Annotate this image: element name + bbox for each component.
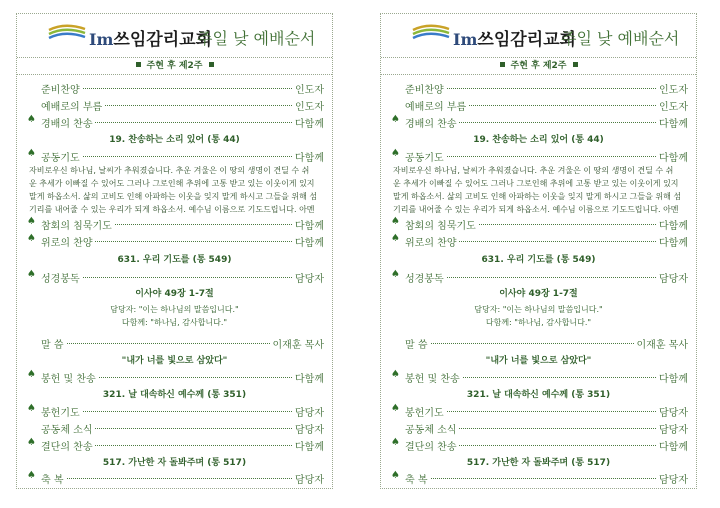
order-item-role: 다함께 (295, 149, 324, 164)
hymn-decision: 517. 가난한 자 돌봐주며 (통 517) (102, 458, 247, 468)
order-item-role: 다함께 (659, 438, 688, 453)
order-item-role: 인도자 (295, 81, 324, 96)
order-item-label: 결단의 찬송 (405, 438, 456, 453)
order-item (391, 217, 688, 231)
order-item-label: 말 씀 (405, 336, 428, 351)
square-bullet-icon (573, 62, 578, 67)
order-item-role: 다함께 (659, 115, 688, 130)
leader-dots (459, 122, 656, 123)
spade-icon: ♠ (27, 369, 36, 380)
leader-dots (431, 478, 656, 479)
sermon-title: "내가 너를 빛으로 삼았다" (485, 356, 592, 366)
leader-dots (447, 156, 656, 157)
order-item-label: 참회의 침묵기도 (405, 217, 476, 232)
spade-icon: ♠ (27, 403, 36, 414)
order-item-label: 말 씀 (41, 336, 64, 351)
order-item (27, 115, 324, 129)
bulletin-page-left (16, 13, 333, 489)
order-item (27, 336, 324, 350)
hymn-offering: 321. 날 대속하신 예수께 (통 351) (102, 390, 247, 400)
spade-icon: ♠ (391, 437, 400, 448)
order-item-label: 예배로의 부름 (41, 98, 102, 113)
prayer-line: 말게 하옵소서. 삶의 고비도 인해 아파하는 이웃을 잊지 말게 하시고 그들을 위해 섬 (29, 192, 318, 201)
leader-dots (83, 277, 292, 278)
order-item (391, 370, 688, 384)
spade-icon: ♠ (27, 437, 36, 448)
spade-icon: ♠ (27, 233, 36, 244)
order-item (27, 270, 324, 284)
square-bullet-icon (136, 62, 141, 67)
prayer-line: 자비로우신 하나님, 날씨가 추워졌습니다. 추운 겨울은 이 땅의 생명이 견딜 수 쉬 (29, 166, 310, 175)
service-title: 주일 낮 예배순서 (561, 29, 680, 48)
order-item-label: 봉헌기도 (41, 404, 80, 419)
scripture-reference: 이사야 49장 1-7절 (135, 289, 214, 299)
order-item-role: 담당자 (659, 421, 688, 436)
spade-icon: ♠ (27, 269, 36, 280)
order-item (391, 438, 688, 452)
order-item (27, 217, 324, 231)
service-title: 주일 낮 예배순서 (197, 29, 316, 48)
order-item-role: 담당자 (295, 270, 324, 285)
order-item-role: 다함께 (659, 370, 688, 385)
order-item-role: 다함께 (295, 234, 324, 249)
church-name-text: 쓰임감리교회 (113, 30, 212, 50)
scripture-reference: 이사야 49장 1-7절 (499, 289, 578, 299)
leader-dots (95, 241, 292, 242)
bulletin-header (17, 22, 332, 50)
scripture-leader-line: 담당자: "이는 하나님의 말씀입니다." (110, 305, 239, 314)
church-name (89, 25, 212, 50)
order-item-role: 담당자 (659, 270, 688, 285)
square-bullet-icon (209, 62, 214, 67)
order-item (391, 149, 688, 163)
order-item-label: 봉헌기도 (405, 404, 444, 419)
order-item-role: 다함께 (295, 438, 324, 453)
scripture-people-line: 다함께: "하나님, 감사합니다." (485, 318, 592, 327)
order-item-role: 담당자 (659, 404, 688, 419)
spade-icon: ♠ (27, 114, 36, 125)
square-bullet-icon (500, 62, 505, 67)
order-item (391, 421, 688, 435)
leader-dots (459, 445, 656, 446)
spade-icon: ♠ (391, 216, 400, 227)
leader-dots (83, 156, 292, 157)
church-name-text: 쓰임감리교회 (477, 30, 576, 50)
hymn-comfort: 631. 우리 기도를 (통 549) (481, 255, 596, 265)
spade-icon: ♠ (27, 216, 36, 227)
order-item (27, 98, 324, 112)
spade-icon: ♠ (391, 403, 400, 414)
order-item-label: 참회의 침묵기도 (41, 217, 112, 232)
common-prayer-text (393, 164, 686, 216)
leader-dots (431, 343, 634, 344)
order-item (27, 438, 324, 452)
sermon-title: "내가 너를 빛으로 삼았다" (121, 356, 228, 366)
week-label: 주현 후 제2주 (146, 61, 203, 71)
leader-dots (447, 88, 656, 89)
order-item (391, 270, 688, 284)
leader-dots (83, 88, 292, 89)
order-item-label: 공동기도 (405, 149, 444, 164)
order-item-label: 성경봉독 (405, 270, 444, 285)
bulletin-header (381, 22, 696, 50)
spade-icon: ♠ (391, 114, 400, 125)
common-prayer-text (29, 164, 322, 216)
order-item (27, 81, 324, 95)
order-item (391, 98, 688, 112)
order-item-role: 담당자 (295, 404, 324, 419)
leader-dots (447, 411, 656, 412)
order-item (27, 370, 324, 384)
order-item (391, 471, 688, 485)
week-banner (17, 57, 332, 75)
order-item (27, 234, 324, 248)
order-item-role: 담당자 (295, 421, 324, 436)
prayer-line: 말게 하옵소서. 삶의 고비도 인해 아파하는 이웃을 잊지 말게 하시고 그들을 위해 섬 (393, 192, 682, 201)
prayer-line: 기리를 내어줄 수 있는 우리가 되게 하옵소서. 예수님 이름으로 기도드립니다. 아멘 (29, 205, 315, 214)
order-item-label: 공동기도 (41, 149, 80, 164)
church-logo-swoosh-icon (411, 24, 451, 46)
order-item (27, 404, 324, 418)
leader-dots (463, 377, 656, 378)
order-item (391, 404, 688, 418)
order-item (391, 234, 688, 248)
order-item-label: 봉헌 및 찬송 (405, 370, 460, 385)
leader-dots (115, 224, 292, 225)
spade-icon: ♠ (391, 470, 400, 481)
order-item-label: 준비찬양 (41, 81, 80, 96)
leader-dots (459, 241, 656, 242)
order-item-label: 위로의 찬양 (405, 234, 456, 249)
spade-icon: ♠ (391, 148, 400, 159)
hymn-offering: 321. 날 대속하신 예수께 (통 351) (466, 390, 611, 400)
spade-icon: ♠ (27, 148, 36, 159)
leader-dots (479, 224, 656, 225)
spade-icon: ♠ (391, 233, 400, 244)
hymn-praise: 19. 찬송하는 소리 있어 (통 44) (473, 135, 604, 145)
order-item-role: 이재훈 목사 (637, 336, 688, 351)
order-item (27, 149, 324, 163)
order-item-label: 성경봉독 (41, 270, 80, 285)
prayer-line: 운 추세가 이빠질 수 있어도 그러나 그로인해 추위에 고통 받고 있는 이웃이게 있지 (29, 179, 315, 188)
leader-dots (95, 122, 292, 123)
order-item (391, 336, 688, 350)
order-item-role: 다함께 (295, 217, 324, 232)
order-item-role: 다함께 (659, 217, 688, 232)
order-item-label: 경배의 찬송 (41, 115, 92, 130)
hymn-decision: 517. 가난한 자 돌봐주며 (통 517) (466, 458, 611, 468)
order-item-role: 인도자 (295, 98, 324, 113)
church-logo-swoosh-icon (47, 24, 87, 46)
order-item-label: 경배의 찬송 (405, 115, 456, 130)
bulletin-page-right (380, 13, 697, 489)
order-item-role: 다함께 (659, 234, 688, 249)
scripture-leader-line: 담당자: "이는 하나님의 말씀입니다." (474, 305, 603, 314)
church-name-prefix: Im (453, 30, 478, 49)
prayer-line: 자비로우신 하나님, 날씨가 추워졌습니다. 추운 겨울은 이 땅의 생명이 견딜 수 쉬 (393, 166, 674, 175)
order-item-role: 다함께 (295, 370, 324, 385)
week-banner (381, 57, 696, 75)
order-item-label: 결단의 찬송 (41, 438, 92, 453)
leader-dots (67, 343, 270, 344)
leader-dots (83, 411, 292, 412)
order-item-label: 축 복 (405, 471, 428, 486)
spade-icon: ♠ (391, 269, 400, 280)
order-item-label: 준비찬양 (405, 81, 444, 96)
leader-dots (95, 445, 292, 446)
leader-dots (469, 105, 656, 106)
church-name-prefix: Im (89, 30, 114, 49)
scripture-people-line: 다함께: "하나님, 감사합니다." (121, 318, 228, 327)
hymn-praise: 19. 찬송하는 소리 있어 (통 44) (109, 135, 240, 145)
order-item-label: 예배로의 부름 (405, 98, 466, 113)
order-item (27, 421, 324, 435)
order-item-role: 다함께 (659, 149, 688, 164)
order-item-role: 인도자 (659, 98, 688, 113)
prayer-line: 운 추세가 이빠질 수 있어도 그러나 그로인해 추위에 고통 받고 있는 이웃이게 있지 (393, 179, 679, 188)
order-item-label: 축 복 (41, 471, 64, 486)
prayer-line: 기리를 내어줄 수 있는 우리가 되게 하옵소서. 예수님 이름으로 기도드립니다. 아멘 (393, 205, 679, 214)
order-item-label: 공동체 소식 (405, 421, 456, 436)
spade-icon: ♠ (391, 369, 400, 380)
leader-dots (105, 105, 292, 106)
leader-dots (95, 428, 292, 429)
order-item (391, 81, 688, 95)
leader-dots (99, 377, 292, 378)
leader-dots (67, 478, 292, 479)
leader-dots (459, 428, 656, 429)
order-item-label: 봉헌 및 찬송 (41, 370, 96, 385)
hymn-comfort: 631. 우리 기도를 (통 549) (117, 255, 232, 265)
order-item-label: 공동체 소식 (41, 421, 92, 436)
order-item (27, 471, 324, 485)
order-item-role: 다함께 (295, 115, 324, 130)
order-item-label: 위로의 찬양 (41, 234, 92, 249)
spade-icon: ♠ (27, 470, 36, 481)
week-label: 주현 후 제2주 (510, 61, 567, 71)
order-item-role: 이재훈 목사 (273, 336, 324, 351)
order-item-role: 인도자 (659, 81, 688, 96)
church-name (453, 25, 576, 50)
leader-dots (447, 277, 656, 278)
order-item (391, 115, 688, 129)
order-item-role: 담당자 (295, 471, 324, 486)
order-item-role: 담당자 (659, 471, 688, 486)
